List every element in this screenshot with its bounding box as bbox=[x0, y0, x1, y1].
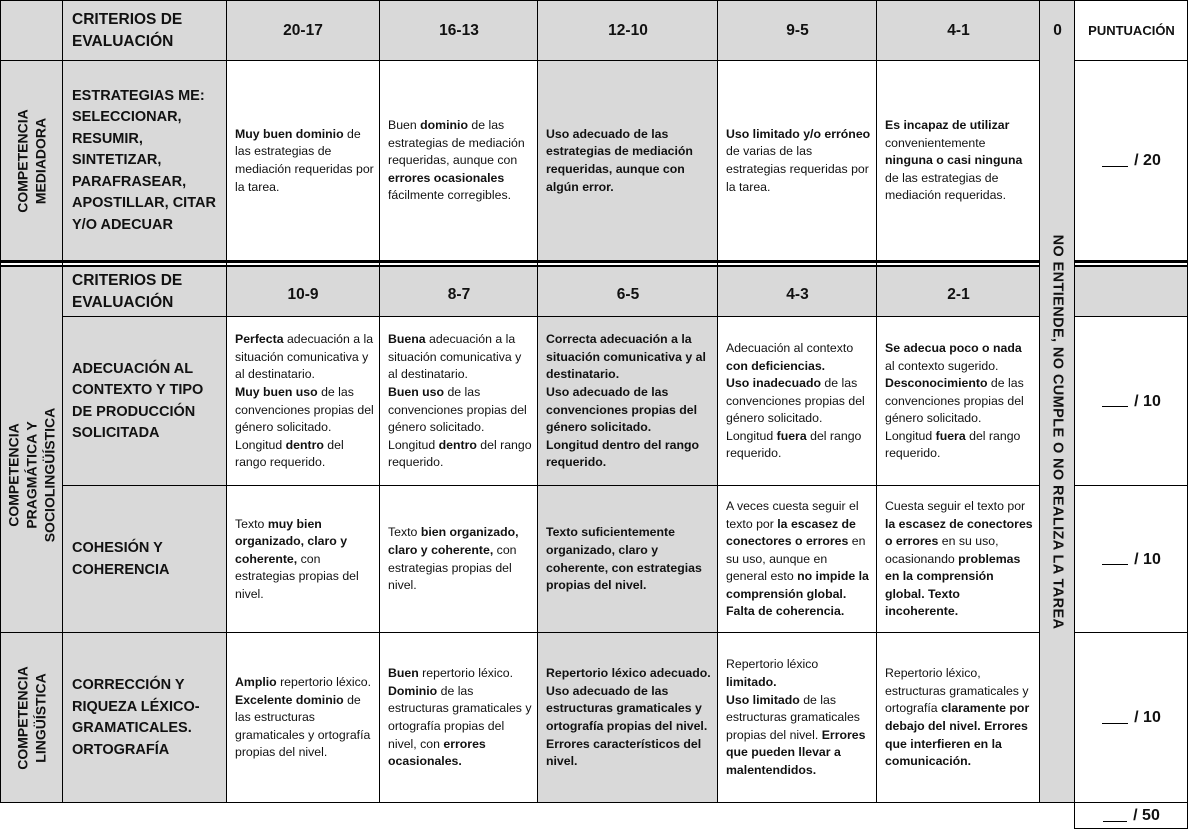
criterion-label: COHESIÓN Y COHERENCIA bbox=[72, 540, 170, 578]
descriptor-cell: Uso limitado y/o erróneo de varias de las estrategias requeridas por la tarea. bbox=[726, 126, 871, 194]
descriptor-cell: Texto bien organizado, claro y coherente, con estrategias propias del nivel. bbox=[388, 525, 519, 593]
descriptor-cell: Perfecta adecuación a la situación comunicativa y al destinatario. Muy buen uso de las convenciones propias del género solicitado. Longitud dentro del rango requerido. bbox=[235, 332, 374, 470]
zero-header: 0 bbox=[1053, 21, 1062, 39]
range-header: 10-9 bbox=[287, 285, 319, 303]
descriptor-cell: Muy buen dominio de las estrategias de mediación requeridas por la tarea. bbox=[235, 126, 374, 194]
range-header: 4-3 bbox=[786, 285, 809, 303]
descriptor-cell: Texto suficientemente organizado, claro y coherente, con estrategias propias del nivel. bbox=[546, 525, 702, 593]
criteria-header-bottom: CRITERIOS DE EVALUACIÓN bbox=[72, 271, 183, 311]
no-cumple-label: NO ENTIENDE, NO CUMPLE O NO REALIZA LA TAREA bbox=[1049, 234, 1066, 630]
score-header: PUNTUACIÓN bbox=[1088, 23, 1175, 38]
score-field[interactable]: / 10 bbox=[1075, 633, 1188, 803]
descriptor-cell: Buen dominio de las estrategias de mediación requeridas, aunque con errores ocasionales fácilmente corregibles. bbox=[388, 118, 525, 203]
score-field[interactable]: / 20 bbox=[1075, 61, 1188, 261]
descriptor-cell: A veces cuesta seguir el texto por la escasez de conectores o errores en su uso, aunque en general esto no impide la comprensión global. Falta de coherencia. bbox=[726, 498, 869, 619]
descriptor-cell: Amplio repertorio léxico. Excelente dominio de las estructuras gramaticales y ortografía propias del nivel. bbox=[235, 675, 371, 760]
descriptor-cell: Correcta adecuación a la situación comunicativa y al destinatario. Uso adecuado de las convenciones propias del género solicitado. Longitud dentro del rango requerido. bbox=[546, 332, 706, 470]
descriptor-cell: Uso adecuado de las estrategias de mediación requeridas, aunque con algún error. bbox=[546, 126, 693, 194]
descriptor-cell: Buena adecuación a la situación comunicativa y al destinatario. Buen uso de las convenciones propias del género solicitado. Longitud dentro del rango requerido. bbox=[388, 332, 532, 470]
range-header: 6-5 bbox=[616, 285, 640, 303]
descriptor-cell: Repertorio léxico adecuado. Uso adecuado de las estructuras gramaticales y ortografía propias del nivel. Errores característicos del nivel. bbox=[546, 666, 711, 769]
criterion-label: ESTRATEGIAS ME: SELECCIONAR, RESUMIR, SINTETIZAR, PARAFRASEAR, APOSTILLAR, CITAR Y/O ADECUAR bbox=[72, 87, 216, 233]
competency-linguistica: COMPETENCIA LINGÜÍSTICA bbox=[14, 666, 49, 770]
criterion-label: CORRECCIÓN Y RIQUEZA LÉXICO-GRAMATICALES. ORTOGRAFÍA bbox=[72, 677, 200, 758]
descriptor-cell: Texto muy bien organizado, claro y coherente, con estrategias propias del nivel. bbox=[235, 516, 359, 601]
criteria-header-top: CRITERIOS DE EVALUACIÓN bbox=[72, 10, 183, 50]
range-header: 16-13 bbox=[439, 21, 479, 39]
descriptor-cell: Se adecua poco o nada al contexto sugerido. Desconocimiento de las convenciones propias del género solicitado. Longitud fuera del rango requerido. bbox=[885, 340, 1024, 461]
range-header: 20-17 bbox=[283, 21, 323, 39]
descriptor-cell: Es incapaz de utilizar convenientemente ninguna o casi ninguna de las estrategias de mediación requeridas. bbox=[885, 118, 1023, 203]
descriptor-cell: Repertorio léxico limitado. Uso limitado de las estructuras gramaticales propias del nivel. Errores que pueden llevar a malentendidos. bbox=[726, 657, 866, 777]
descriptor-cell: Adecuación al contexto con deficiencias. Uso inadecuado de las convenciones propias del género solicitado. Longitud fuera del rango requerido. bbox=[726, 340, 865, 461]
competency-pragmatica: COMPETENCIA PRAGMÁTICA Y SOCIOLINGÜÍSTICA bbox=[5, 407, 58, 543]
competency-mediadora: COMPETENCIA MEDIADORA bbox=[14, 109, 49, 213]
range-header: 9-5 bbox=[786, 21, 809, 39]
range-header: 12-10 bbox=[608, 21, 648, 39]
descriptor-cell: Repertorio léxico, estructuras gramaticales y ortografía claramente por debajo del nivel. Errores que interfieren en la comunicación. bbox=[885, 666, 1030, 769]
range-header: 4-1 bbox=[947, 21, 970, 39]
criterion-label: ADECUACIÓN AL CONTEXTO Y TIPO DE PRODUCCIÓN SOLICITADA bbox=[72, 360, 204, 441]
score-field[interactable]: / 10 bbox=[1075, 317, 1188, 486]
score-field[interactable]: / 10 bbox=[1075, 486, 1188, 633]
total-score-field[interactable]: / 50 bbox=[1075, 803, 1188, 829]
descriptor-cell: Buen repertorio léxico. Dominio de las estructuras gramaticales y ortografía propias del nivel, con errores ocasionales. bbox=[388, 666, 532, 769]
range-header: 2-1 bbox=[947, 285, 970, 303]
descriptor-cell: Cuesta seguir el texto por la escasez de conectores o errores en su uso, ocasionando problemas en la comprensión global. Texto incoherente. bbox=[885, 498, 1033, 619]
range-header: 8-7 bbox=[447, 285, 471, 303]
